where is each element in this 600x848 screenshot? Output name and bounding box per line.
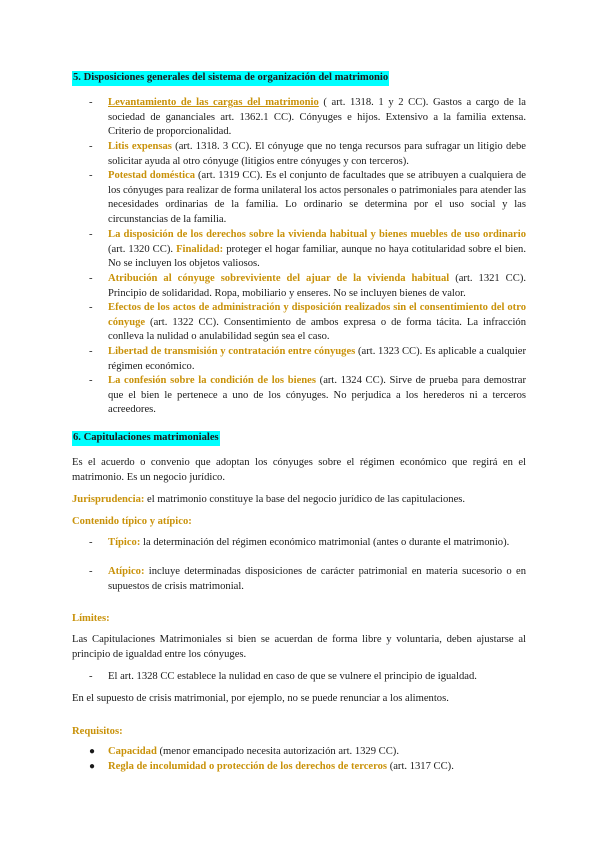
list-item <box>89 272 526 301</box>
dash-marker: - <box>89 537 93 548</box>
item-text: (art. 1318. 3 CC). El cónyuge que no tenga recursos para sufragar un litigio debe solicitar ayuda al otro cónyuge (litigios entre cónyuges y con terceros). <box>108 141 526 167</box>
item-text-2: proteger el hogar familiar, aunque no haya cotitularidad sobre el bien. No se incluyen los objetos valiosos. <box>108 243 526 270</box>
list-item <box>89 140 526 169</box>
dash-marker: - <box>89 273 93 284</box>
dash-marker: - <box>89 346 93 357</box>
item-term: Potestad doméstica <box>108 170 196 181</box>
item-term: Atípico: <box>108 566 145 577</box>
item-text: (art. 1320 CC). <box>108 243 177 255</box>
item-text: la determinación del régimen económico matrimonial (antes o durante el matrimonio). <box>140 537 510 548</box>
dash-marker: - <box>89 302 93 313</box>
item-text: (art. 1324 CC). Sirve de prueba para demostrar que el bien le pertenece a uno de los cónyuges. No perjudica a los herederos ni a terceros acreedores. <box>108 375 527 416</box>
limits-label: Límites: <box>72 613 110 624</box>
item-text: ( art. 1318. 1 y 2 CC). Gastos a cargo de la sociedad de gananciales art. 1362.1 CC). Cónyuges e hijos. Extensivo a la familia extensa. Criterio de proporcionalidad. <box>108 97 527 138</box>
item-text: (art. 1322 CC). Consentimiento de ambos expresa o de forma tácita. La infracción conlleva la nulidad o anulabilidad según sea el caso. <box>108 316 526 343</box>
dash-marker: - <box>89 97 93 108</box>
crisis-paragraph: En el supuesto de crisis matrimonial, por ejemplo, no se puede renunciar a los alimentos. <box>72 693 449 704</box>
item-text: (art. 1323 CC). Es aplicable a cualquier régimen económico. <box>108 346 526 372</box>
list-item <box>89 536 526 551</box>
requirements-label: Requisitos: <box>72 726 123 737</box>
limits-paragraph: Las Capitulaciones Matrimoniales si bien se acuerdan de forma libre y voluntaria, deben ajustarse al principio de igualdad entre los cónyuges. <box>72 634 526 660</box>
dash-marker: - <box>89 671 93 682</box>
jurisprudence-text: el matrimonio constituye la base del negocio jurídico de las capitulaciones. <box>144 494 466 505</box>
dash-marker: - <box>89 141 93 152</box>
jurisprudence-label: Jurisprudencia: <box>72 494 145 505</box>
item-term: Regla de incolumidad o protección de los derechos de terceros <box>108 761 388 772</box>
dash-marker: - <box>89 170 93 181</box>
content-label: Contenido típico y atípico: <box>72 516 192 527</box>
list-item <box>89 96 527 140</box>
list-item <box>89 169 526 227</box>
item-term-2: Finalidad: <box>176 243 224 255</box>
list-item <box>89 228 526 272</box>
dash-marker: - <box>89 229 93 240</box>
item-term: Atribución al cónyuge sobreviviente del ajuar de la vivienda habitual <box>108 273 450 284</box>
list-item <box>89 345 526 374</box>
item-term: La disposición de los derechos sobre la vivienda habitual y bienes muebles de uso ordinario <box>108 229 526 240</box>
dash-marker: - <box>89 566 93 577</box>
section-5-heading: 5. Disposiciones generales del sistema de organización del matrimonio <box>72 71 389 86</box>
item-term: La confesión sobre la condición de los bienes <box>108 375 316 386</box>
item-text: (art. 1319 CC). Es el conjunto de facultades que se atribuyen a cualquiera de los cónyuges para realizar de forma unilateral los actos personales o patrimoniales para atender las necesidades ordinarias de la familia. Lo ordinario se determina por el uso social y las circunstancias de la familia. <box>108 170 526 225</box>
jurisprudence-paragraph <box>72 493 526 508</box>
item-term: Capacidad <box>108 746 157 757</box>
list-item <box>89 670 526 685</box>
bullet-marker: ● <box>89 746 96 757</box>
item-text: incluye determinadas disposiciones de carácter patrimonial en materia sucesorio o en supuestos de crisis matrimonial. <box>108 566 526 592</box>
item-term: Típico: <box>108 537 141 548</box>
item-text: (art. 1317 CC). <box>387 761 454 772</box>
section-6-heading: 6. Capitulaciones matrimoniales <box>72 431 220 446</box>
item-term: Libertad de transmisión y contratación entre cónyuges <box>108 346 356 357</box>
intro-paragraph: Es el acuerdo o convenio que adoptan los cónyuges sobre el régimen económico que regirá en el matrimonio. Es un negocio jurídico. <box>72 457 526 483</box>
list-item <box>89 301 526 345</box>
dash-marker: - <box>89 375 93 386</box>
item-term: Litis expensas <box>108 141 172 152</box>
list-item <box>89 745 526 760</box>
list-item <box>89 565 526 594</box>
item-text: (art. 1321 CC). Principio de solidaridad. Ropa, mobiliario y enseres. No se incluyen bienes de valor. <box>108 273 526 299</box>
item-term: Levantamiento de las cargas del matrimonio <box>108 97 319 108</box>
item-text: El art. 1328 CC establece la nulidad en caso de que se vulnere el principio de igualdad. <box>108 671 477 682</box>
bullet-marker: ● <box>89 761 96 772</box>
list-item <box>89 760 526 775</box>
list-item <box>89 374 527 418</box>
item-text: (menor emancipado necesita autorización art. 1329 CC). <box>156 746 399 757</box>
item-term: Efectos de los actos de administración y disposición realizados sin el consentimiento del otro cónyuge <box>108 302 526 328</box>
